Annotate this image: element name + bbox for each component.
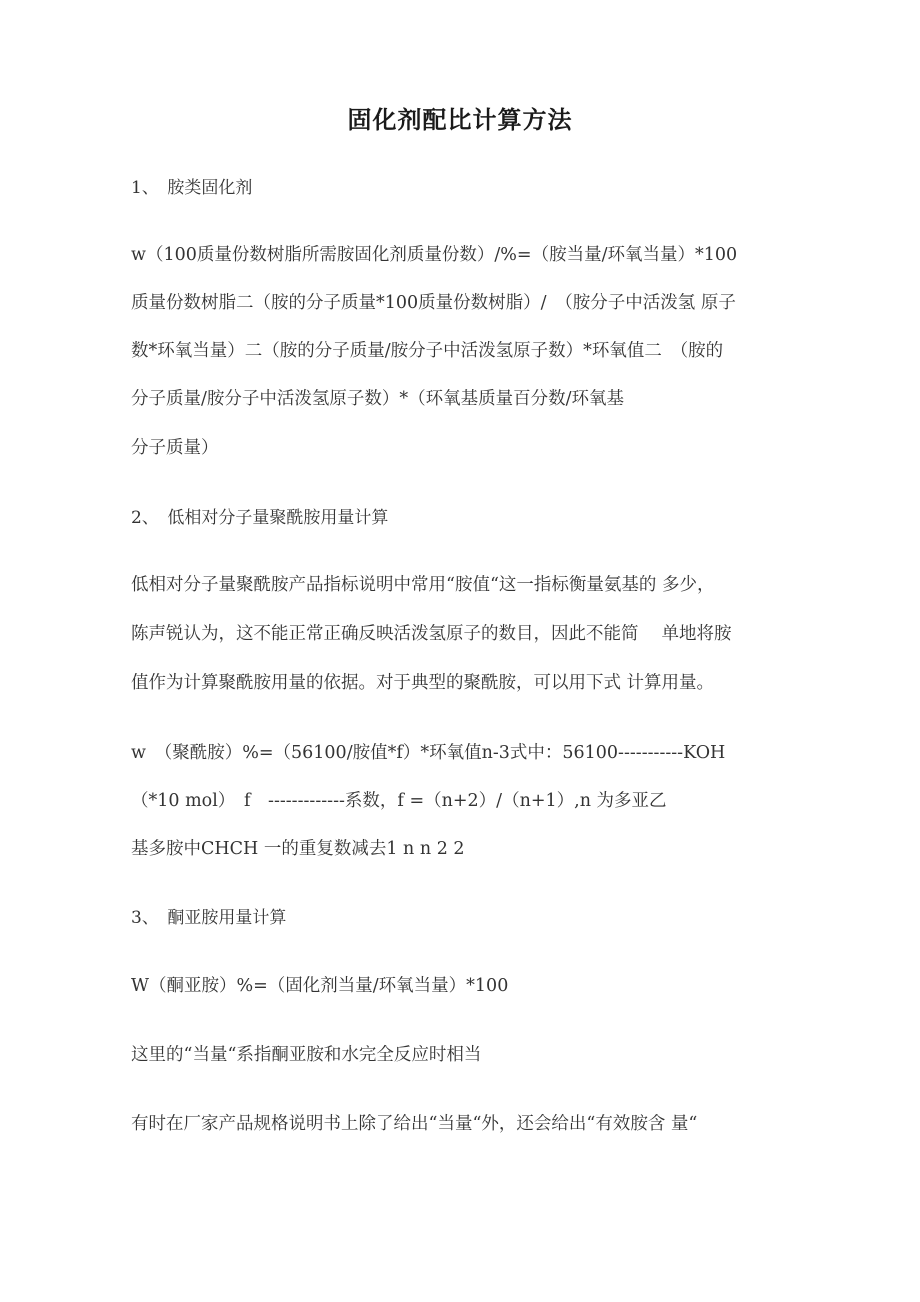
formula-line: 基多胺中CHCH 一的重复数减去1 n n 2 2 <box>131 839 465 859</box>
paragraph-line: 陈声锐认为，这不能正常正确反映活泼氢原子的数目，因此不能简 单地将胺 <box>131 624 732 644</box>
formula-line: w （聚酰胺）%=（56100/胺值*f）*环氧值n-3式中：56100-----------KOH <box>131 743 726 763</box>
paragraph-line: w（100质量份数树脂所需胺固化剂质量份数）/%=（胺当量/环氧当量）*100 <box>131 245 738 265</box>
paragraph-line: 有时在厂家产品规格说明书上除了给出“当量“外，还会给出“有效胺含 量“ <box>131 1114 698 1134</box>
paragraph-line: 这里的“当量“系指酮亚胺和水完全反应时相当 <box>131 1045 482 1065</box>
paragraph-line: 分子质量） <box>131 438 219 458</box>
document-title: 固化剂配比计算方法 <box>347 106 573 134</box>
paragraph-line: 分子质量/胺分子中活泼氢原子数）*（环氧基质量百分数/环氧基 <box>131 389 625 409</box>
section-1-heading: 1、 胺类固化剂 <box>131 178 253 198</box>
formula-line: W（酮亚胺）%=（固化剂当量/环氧当量）*100 <box>131 976 509 996</box>
paragraph-line: 低相对分子量聚酰胺产品指标说明中常用“胺值“这一指标衡量氨基的 多少， <box>131 575 715 595</box>
paragraph-line: 数*环氧当量）二（胺的分子质量/胺分子中活泼氢原子数）*环氧值二 （胺的 <box>131 341 724 361</box>
paragraph-line: 质量份数树脂二（胺的分子质量*100质量份数树脂）/ （胺分子中活泼氢 原子 <box>131 293 736 313</box>
section-2-heading: 2、 低相对分子量聚酰胺用量计算 <box>131 508 389 528</box>
section-3-heading: 3、 酮亚胺用量计算 <box>131 908 287 928</box>
paragraph-line: 值作为计算聚酰胺用量的依据。对于典型的聚酰胺，可以用下式 计算用量。 <box>131 673 715 693</box>
formula-line: （*10 mol） f -------------系数，f =（n+2）/（n+1）,n 为多亚乙 <box>131 791 667 811</box>
